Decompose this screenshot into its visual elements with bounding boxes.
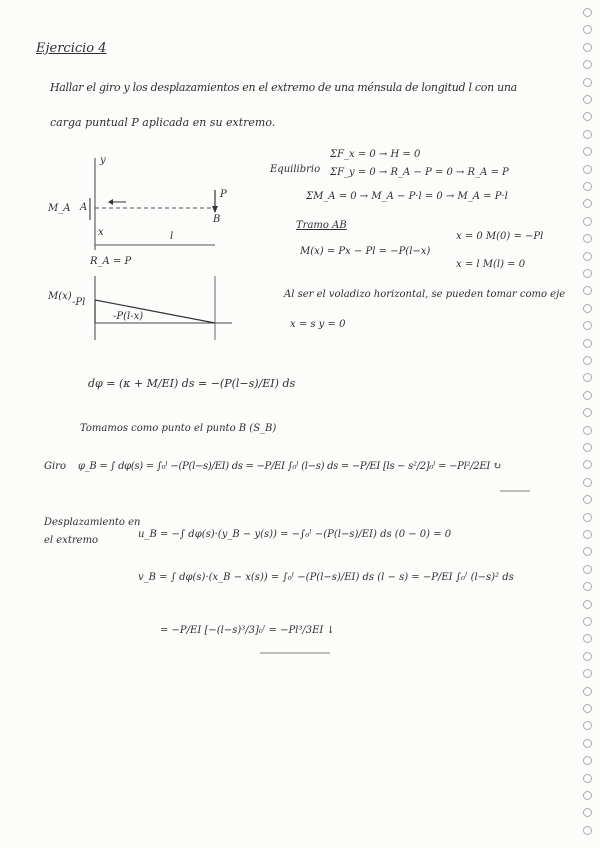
binder-hole — [583, 443, 592, 452]
giro-equation: φ_B = ∫ dφ(s) = ∫₀ˡ −(P(l−s)/EI) ds = −P/EI ∫₀ˡ (l−s) ds = −P/EI [ls − s²/2]₀ˡ = −Pl²/2EI ↻ — [78, 461, 501, 472]
binder-hole — [583, 791, 592, 800]
page-title: Ejercicio 4 — [36, 41, 107, 56]
binder-hole — [583, 339, 592, 348]
diagram-x-axis-label: x — [98, 227, 104, 238]
binder-hole — [583, 286, 592, 295]
diagram-support-moment-label: M_A — [48, 203, 71, 214]
curvature-equation: dφ = (κ + M/EI) ds = −(P(l−s)/EI) ds — [88, 377, 296, 390]
binder-hole — [583, 600, 592, 609]
binder-hole — [583, 269, 592, 278]
displacement-v-result: = −P/EI [−(l−s)³/3]₀ˡ = −Pl³/3EI ↓ — [160, 625, 335, 636]
binder-hole — [583, 60, 592, 69]
binder-hole — [583, 8, 592, 17]
binder-hole — [583, 234, 592, 243]
equilibrium-heading: Equilibrio — [270, 164, 321, 175]
binder-hole — [583, 582, 592, 591]
binder-hole — [583, 495, 592, 504]
binder-hole — [583, 25, 592, 34]
binder-hole — [583, 460, 592, 469]
binder-hole — [583, 652, 592, 661]
equilibrium-line-1: ΣF_x = 0 → H = 0 — [330, 149, 421, 160]
binder-hole — [583, 391, 592, 400]
binder-hole — [583, 182, 592, 191]
binder-hole — [583, 217, 592, 226]
displacement-label-line-2: el extremo — [44, 535, 99, 546]
binder-hole — [583, 95, 592, 104]
binder-holes — [578, 0, 600, 848]
diagram-length-label: l — [170, 231, 174, 242]
binder-hole — [583, 252, 592, 261]
binder-hole — [583, 130, 592, 139]
giro-label: Giro — [44, 461, 66, 472]
note-line-1: Al ser el voladizo horizontal, se pueden tomar como eje — [284, 289, 566, 300]
section-heading: Tramo AB — [296, 220, 347, 231]
binder-hole — [583, 112, 592, 121]
equilibrium-line-3: ΣM_A = 0 → M_A − P·l = 0 → M_A = P·l — [306, 191, 508, 202]
moment-value-label: -Pl — [72, 297, 86, 308]
binder-hole — [583, 774, 592, 783]
binder-hole — [583, 199, 592, 208]
binder-hole — [583, 739, 592, 748]
binder-hole — [583, 530, 592, 539]
equilibrium-line-2: ΣF_y = 0 → R_A − P = 0 → R_A = P — [330, 167, 509, 178]
binder-hole — [583, 565, 592, 574]
binder-hole — [583, 373, 592, 382]
binder-hole — [583, 321, 592, 330]
binder-hole — [583, 826, 592, 835]
diagram-y-axis-label: y — [100, 155, 106, 166]
binder-hole — [583, 513, 592, 522]
binder-hole — [583, 704, 592, 713]
binder-hole — [583, 408, 592, 417]
binder-hole — [583, 669, 592, 678]
diagram-reaction-label: R_A = P — [90, 256, 132, 267]
diagram-node-a-label: A — [80, 202, 88, 213]
binder-hole — [583, 478, 592, 487]
moment-diagram-label: M(x) — [48, 291, 72, 302]
section-case-1: x = 0 M(0) = −Pl — [456, 231, 544, 242]
binder-hole — [583, 147, 592, 156]
binder-hole — [583, 78, 592, 87]
displacement-label-line-1: Desplazamiento en — [44, 517, 141, 528]
binder-hole — [583, 304, 592, 313]
section-moment-line: M(x) = Px − Pl = −P(l−x) — [300, 246, 431, 257]
binder-hole — [583, 634, 592, 643]
displacement-u-equation: u_B = −∫ dφ(s)·(y_B − y(s)) = −∫₀ˡ −(P(l−s)/EI) ds (0 − 0) = 0 — [138, 529, 452, 540]
binder-hole — [583, 43, 592, 52]
displacement-v-equation: v_B = ∫ dφ(s)·(x_B − x(s)) = ∫₀ˡ −(P(l−s)/EI) ds (l − s) = −P/EI ∫₀ˡ (l−s)² ds — [138, 572, 514, 583]
binder-hole — [583, 617, 592, 626]
binder-hole — [583, 721, 592, 730]
moment-expression-label: -P(l-x) — [113, 311, 144, 322]
binder-hole — [583, 547, 592, 556]
binder-hole — [583, 808, 592, 817]
binder-hole — [583, 356, 592, 365]
diagram-node-b-label: B — [213, 214, 221, 225]
note-line-2: x = s y = 0 — [290, 319, 346, 330]
reference-point-text: Tomamos como punto el punto B (S_B) — [80, 423, 277, 434]
problem-statement-line-1: Hallar el giro y los desplazamientos en el extremo de una ménsula de longitud l con una — [50, 81, 517, 94]
binder-hole — [583, 687, 592, 696]
binder-hole — [583, 165, 592, 174]
binder-hole — [583, 426, 592, 435]
diagram-load-label: P — [220, 189, 227, 200]
section-case-2: x = l M(l) = 0 — [456, 259, 526, 270]
problem-statement-line-2: carga puntual P aplicada en su extremo. — [50, 116, 276, 129]
binder-hole — [583, 756, 592, 765]
